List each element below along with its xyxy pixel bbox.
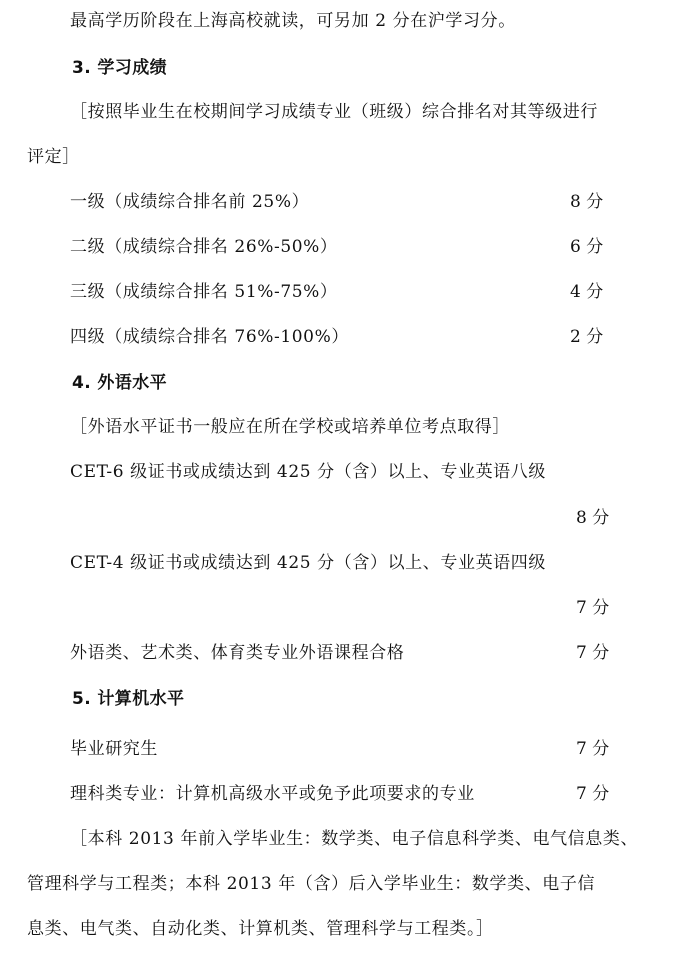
level-2-label: 二级（成绩综合排名 26%-50%） [70,237,338,257]
level-1-score: 8 分 [570,192,604,212]
level-1-label: 一级（成绩综合排名前 25%） [70,192,310,212]
level-4-score: 2 分 [570,327,604,347]
section5-note-line1: ［本科 2013 年前入学毕业生：数学类、电子信息科学类、电气信息类、 [70,829,639,849]
language-item-1-label: CET-6 级证书或成绩达到 425 分（含）以上、专业英语八级 [70,462,546,482]
computer-item-1-score: 7 分 [576,739,610,759]
level-3-score: 4 分 [570,282,604,302]
language-item-3-label: 外语类、艺术类、体育类专业外语课程合格 [70,643,405,663]
computer-item-2-score: 7 分 [576,784,610,804]
computer-item-2-label: 理科类专业：计算机高级水平或免予此项要求的专业 [70,784,475,804]
language-item-1-score: 8 分 [576,508,610,528]
section4-heading: 4. 外语水平 [72,373,168,393]
level-4-label: 四级（成绩综合排名 76%-100%） [70,327,349,347]
section5-heading: 5. 计算机水平 [72,689,185,709]
section3-note-line1: ［按照毕业生在校期间学习成绩专业（班级）综合排名对其等级进行 [70,102,598,122]
computer-item-1-label: 毕业研究生 [70,739,158,759]
intro-line: 最高学历阶段在上海高校就读，可另加 2 分在沪学习分。 [70,11,516,31]
section3-note-line2: 评定］ [27,147,80,167]
section5-note-line3: 息类、电气类、自动化类、计算机类、管理科学与工程类。］ [27,919,494,939]
section4-note: ［外语水平证书一般应在所在学校或培养单位考点取得］ [70,417,510,437]
section5-note-line2: 管理科学与工程类；本科 2013 年（含）后入学毕业生：数学类、电子信 [27,874,596,894]
language-item-2-score: 7 分 [576,598,610,618]
language-item-2-label: CET-4 级证书或成绩达到 425 分（含）以上、专业英语四级 [70,553,546,573]
section3-heading: 3. 学习成绩 [72,58,168,78]
level-2-score: 6 分 [570,237,604,257]
level-3-label: 三级（成绩综合排名 51%-75%） [70,282,338,302]
language-item-3-score: 7 分 [576,643,610,663]
